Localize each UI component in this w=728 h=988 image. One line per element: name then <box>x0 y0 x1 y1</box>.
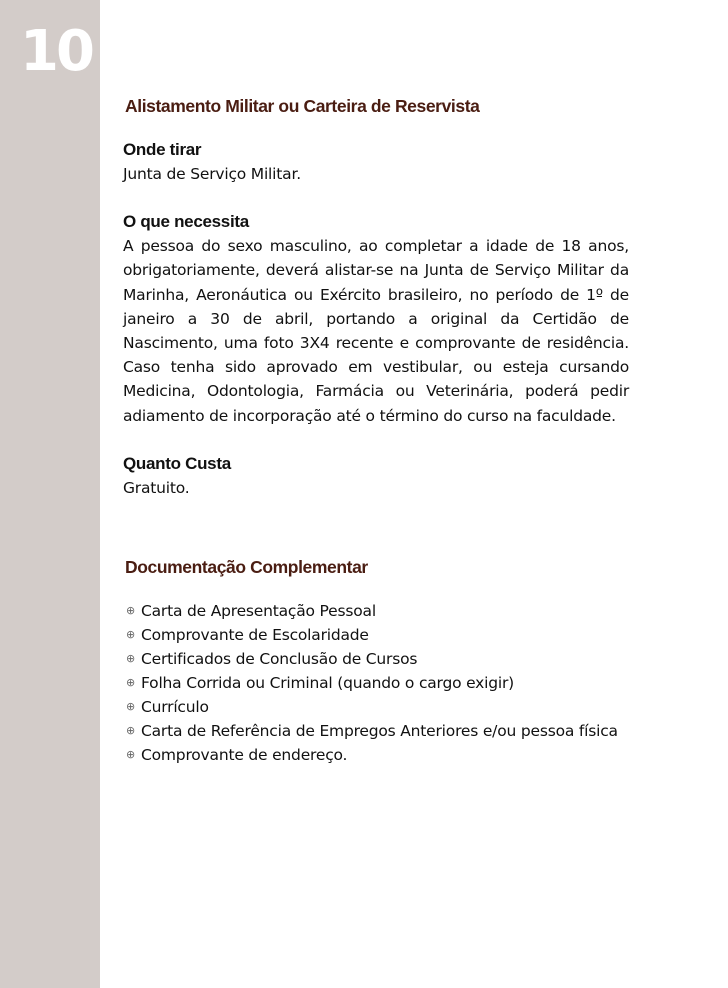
list-item: ⊕ Currículo <box>123 695 629 719</box>
content <box>123 94 629 767</box>
section-onde-tirar <box>123 138 629 186</box>
crosshair-bullet-icon: ⊕ <box>126 628 136 642</box>
section-text: Junta de Serviço Militar. <box>123 165 301 183</box>
documentation-list <box>123 599 629 767</box>
crosshair-bullet-icon: ⊕ <box>126 700 136 714</box>
section-heading: O que necessita <box>123 212 249 232</box>
sidebar-band <box>0 0 100 988</box>
list-item: ⊕ Certificados de Conclusão de Cursos <box>123 647 629 671</box>
list-item: ⊕ Comprovante de Escolaridade <box>123 623 629 647</box>
documentation-title: Documentação Complementar <box>125 557 368 578</box>
page-title: Alistamento Militar ou Carteira de Reservista <box>125 96 480 116</box>
list-item: ⊕ Folha Corrida ou Criminal (quando o cargo exigir) <box>123 671 629 695</box>
list-item: ⊕ Carta de Apresentação Pessoal <box>123 599 629 623</box>
crosshair-bullet-icon: ⊕ <box>126 676 136 690</box>
page-number: 10 <box>20 19 92 84</box>
crosshair-bullet-icon: ⊕ <box>126 748 136 762</box>
crosshair-bullet-icon: ⊕ <box>126 652 136 666</box>
section-quanto-custa <box>123 452 629 500</box>
list-item: ⊕ Carta de Referência de Empregos Anteriores e/ou pessoa física <box>123 719 629 743</box>
section-heading: Onde tirar <box>123 140 202 159</box>
crosshair-bullet-icon: ⊕ <box>126 724 136 738</box>
crosshair-bullet-icon: ⊕ <box>126 604 136 618</box>
section-heading: Quanto Custa <box>123 453 231 473</box>
list-item: ⊕ Comprovante de endereço. <box>123 743 629 767</box>
section-text: Gratuito. <box>123 478 190 497</box>
section-text: A pessoa do sexo masculino, ao completar a idade de 18 anos, obrigatoriamente, deverá alistar-se na Junta de Serviço Militar da Marinha, Aeronáutica ou Exército brasileiro, no período de 1º de janeiro a 30 de abril, portando a original da Certidão de Nascimento, uma foto 3X4 recente e comprovante de residência. Caso tenha sido aprovado em vestibular, ou esteja cursando Medicina, Odontologia, Farmácia ou Veterinária, poderá pedir adiamento de incorporação até o término do curso na faculdade. <box>123 237 629 425</box>
section-o-que-necessita <box>123 210 629 428</box>
